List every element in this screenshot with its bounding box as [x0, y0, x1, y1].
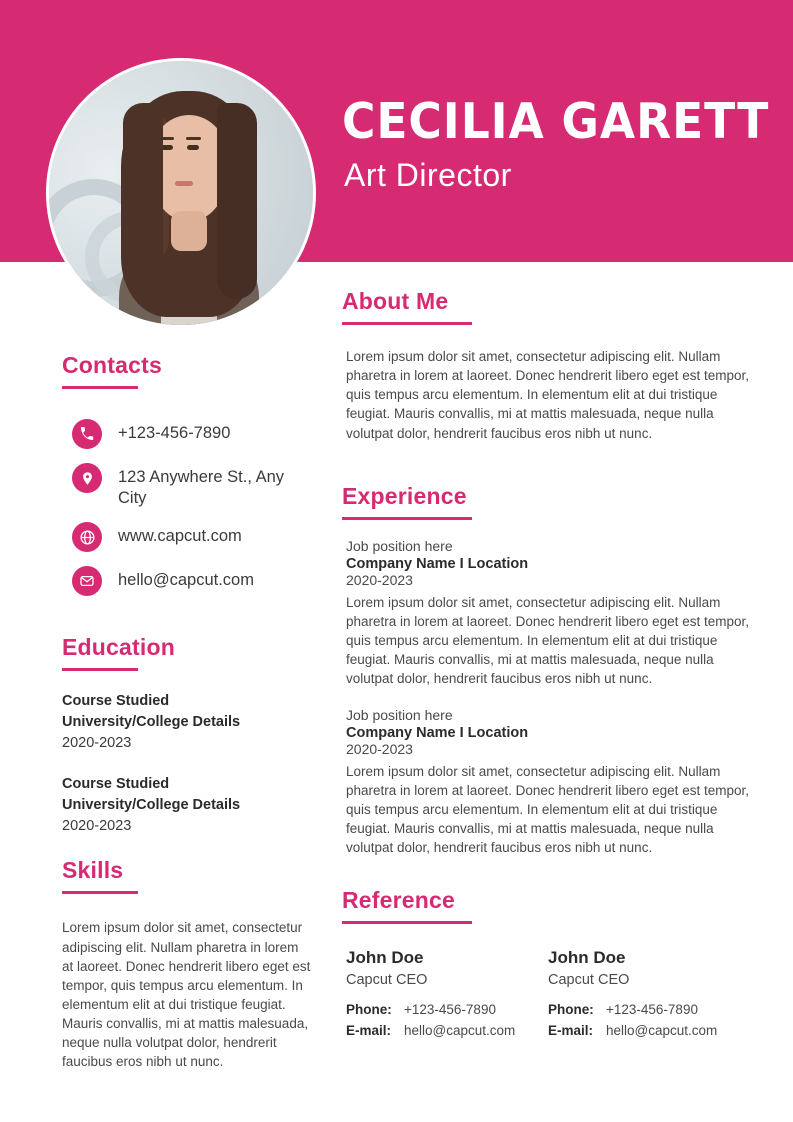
contacts-list: [62, 419, 312, 596]
globe-icon: [72, 522, 102, 552]
reference-name: John Doe: [548, 948, 626, 968]
education-years: 2020-2023: [62, 735, 132, 752]
reference-section: [342, 887, 750, 1044]
reference-heading-rule: [342, 921, 472, 924]
main-content: [342, 288, 750, 1050]
job-title: Art Director: [344, 157, 512, 194]
education-years: 2020-2023: [62, 818, 132, 835]
avatar: [46, 58, 316, 328]
experience-position: Job position here: [346, 706, 453, 723]
portrait-eyebrow: [186, 137, 201, 140]
reference-email-label: E-mail:: [548, 1023, 594, 1039]
contacts-section: [62, 352, 312, 596]
contact-website: www.capcut.com: [118, 527, 242, 546]
portrait-mouth: [175, 181, 193, 186]
reference-email-label: E-mail:: [346, 1023, 392, 1039]
education-heading-rule: [62, 668, 138, 671]
list-item: [342, 538, 750, 689]
contact-phone: +123-456-7890: [118, 424, 231, 442]
reference-role: Capcut CEO: [346, 972, 428, 989]
envelope-icon: [72, 566, 102, 596]
reference-phone-row: [548, 1002, 750, 1017]
education-section: [62, 634, 312, 837]
list-item[interactable]: [62, 566, 312, 596]
reference-phone-row: [346, 1002, 548, 1017]
contact-address: 123 Anywhere St., Any City: [118, 468, 285, 507]
skills-section: [62, 857, 312, 1071]
about-heading: About Me: [342, 288, 449, 314]
portrait-hair-front: [217, 103, 257, 299]
reference-name: John Doe: [346, 948, 424, 968]
experience-section: [342, 483, 750, 858]
experience-company: Company Name I Location: [346, 724, 529, 741]
contact-email: hello@capcut.com: [118, 571, 254, 590]
experience-heading-rule: [342, 517, 472, 520]
list-item: [342, 707, 750, 858]
experience-position: Job position here: [346, 537, 453, 554]
phone-icon: [72, 419, 102, 449]
page-title: CECILIA GARETT: [342, 93, 770, 150]
skills-heading: Skills: [62, 857, 124, 884]
reference-phone-label: Phone:: [548, 1002, 594, 1018]
experience-body: Lorem ipsum dolor sit amet, consectetur adipiscing elit. Nullam pharetra in lorem at laoreet. Donec hendrerit libero eget est tempor, quis tempus arcu elementum. In elementum elit at dui tristique feugiat. Mauris convallis, mi at mattis malesuada, neque nulla volutpat dolor, hendrerit faucibus eros nibh ut nunc.: [346, 763, 749, 856]
skills-heading-rule: [62, 891, 138, 894]
reference-phone-label: Phone:: [346, 1002, 392, 1018]
list-item[interactable]: [62, 463, 312, 508]
list-item[interactable]: [62, 522, 312, 552]
contacts-heading-rule: [62, 386, 138, 389]
avatar-portrait: [113, 85, 263, 328]
education-list: [62, 691, 312, 837]
about-heading-rule: [342, 322, 472, 325]
reference-card: [346, 948, 548, 1044]
sidebar: [62, 352, 312, 1078]
reference-card: [548, 948, 750, 1044]
skills-body: Lorem ipsum dolor sit amet, consectetur adipiscing elit. Nullam pharetra in lorem at laoreet. Donec hendrerit libero eget est tempor, quis tempus arcu elementum. In elementum elit at dui tristique feugiat. Mauris convallis, mi at mattis malesuada, neque nulla volutpat dolor, hendrerit faucibus eros nibh ut nunc.: [62, 920, 311, 1070]
portrait-neck: [171, 211, 207, 251]
list-item[interactable]: [62, 419, 312, 449]
experience-years: 2020-2023: [346, 740, 413, 757]
experience-company: Company Name I Location: [346, 555, 529, 572]
reference-list: [342, 948, 750, 1044]
contacts-heading: Contacts: [62, 352, 163, 378]
reference-phone-value: +123-456-7890: [606, 1002, 698, 1018]
reference-email-row: [548, 1023, 750, 1038]
experience-heading: Experience: [342, 482, 467, 509]
education-heading: Education: [62, 634, 175, 661]
education-course: Course Studied: [62, 693, 170, 710]
experience-years: 2020-2023: [346, 571, 413, 588]
reference-email-value: hello@capcut.com: [606, 1023, 718, 1039]
reference-role: Capcut CEO: [548, 972, 630, 989]
reference-email-row: [346, 1023, 548, 1038]
list-item: [62, 691, 312, 754]
education-course: Course Studied: [62, 776, 170, 793]
reference-email-value: hello@capcut.com: [404, 1023, 516, 1039]
header-text-group: [342, 93, 770, 194]
experience-body: Lorem ipsum dolor sit amet, consectetur adipiscing elit. Nullam pharetra in lorem at laoreet. Donec hendrerit libero eget est tempor, quis tempus arcu elementum. In elementum elit at dui tristique feugiat. Mauris convallis, mi at mattis malesuada, neque nulla volutpat dolor, hendrerit faucibus eros nibh ut nunc.: [346, 594, 749, 687]
about-section: [342, 288, 750, 443]
location-pin-icon: [72, 463, 102, 493]
portrait-eye: [187, 145, 199, 150]
list-item: [62, 774, 312, 837]
reference-heading: Reference: [342, 887, 456, 914]
portrait-hair-front: [123, 103, 163, 293]
about-body: Lorem ipsum dolor sit amet, consectetur adipiscing elit. Nullam pharetra in lorem at laoreet. Donec hendrerit libero eget est tempor, quis tempus arcu elementum. In elementum elit at dui tristique feugiat. Mauris convallis, mi at mattis malesuada, neque nulla volutpat dolor, hendrerit faucibus eros nibh ut nunc.: [346, 349, 749, 441]
education-school: University/College Details: [62, 797, 241, 814]
reference-phone-value: +123-456-7890: [404, 1002, 496, 1018]
education-school: University/College Details: [62, 714, 241, 731]
